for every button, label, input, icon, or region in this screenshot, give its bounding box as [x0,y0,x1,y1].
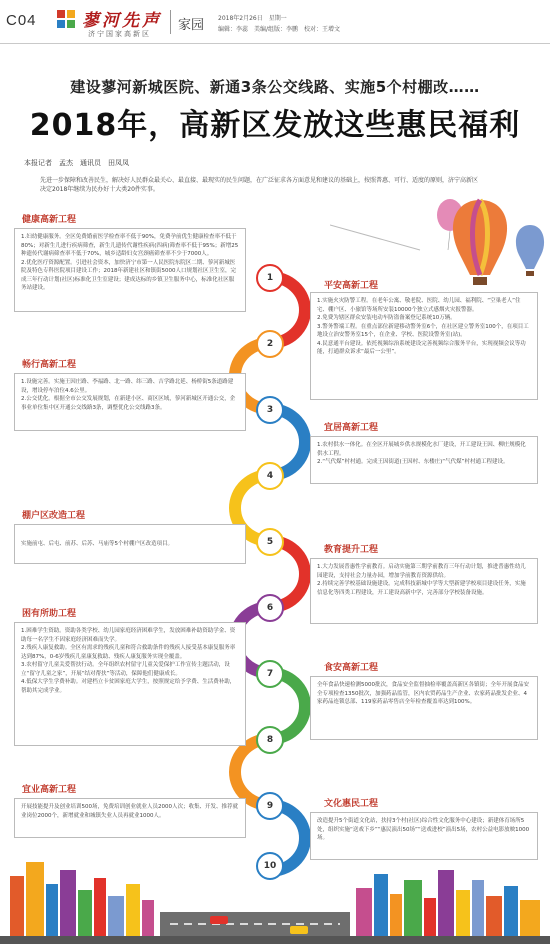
section-title-education: 教育提升工程 [324,545,379,555]
section-body-health: 1.妇幼健康服务。全区免费婚前医学检查率不低于90%，免费孕前优生健康检查率不低于80%；对新生儿进行疾病筛查，新生儿遗传代谢性疾病(四病)筛查率不低于95%；新增25种遗传代谢病筛查率不低于70%，城乡适龄妇女宫颈癌筛查率不少于7000人。 2.优化医疗资源配置。引进社会资本，加快济宁市第一人民医院东院区二期、蓼河新城医院及特色专科医院项目建设工作；2018年新建社区和镇街5000人口规划社区卫生室，完成三年行动计划(社区)标准化卫生室建设；建成达标的乡镇卫生服务中心，标准化社区服务站建设。 [14,228,246,312]
section-body-employ: 开展技能提升及创业培训500场，免费培训创业就业人员2000人次；收集、开发、推荐就业岗位2000个，新增就业和城镇失业人员再就业1000人。 [14,798,246,838]
issue-date: 2018年2月26日 星期一 [218,15,287,22]
newspaper-logo-subtitle: 济宁国家高新区 [88,30,151,38]
path-node-1: 1 [256,264,284,292]
section-title-food: 食安高新工程 [324,663,379,673]
path-node-2: 2 [256,330,284,358]
page-number: C04 [6,12,37,29]
path-node-3: 3 [256,396,284,424]
section-title-employ: 宜业高新工程 [22,785,77,795]
section-body-livable: 1.农村供水一体化。在全区开展城乡供水规模化水厂建设，开工建设王因、柳庄规模化供水工程。 2.“气代煤”村村通。完成王因街道(王因村、东楼庄)“气代煤”村村通工程建设。 [310,436,538,484]
masthead-divider [170,10,171,34]
newspaper-logo-name: 蓼河先声 [82,11,162,31]
article-byline: 本报记者 孟杰 通讯员 田凤凤 [24,159,129,167]
section-title-shantytown: 棚户区改造工程 [22,511,86,521]
section-body-shantytown: 实施前屯、后屯、前苏、后苏、马庙等5个村棚户区改造项目。 [14,524,246,564]
path-node-5: 5 [256,528,284,556]
masthead [0,0,550,44]
article-intro: 先进一步保障和改善民生，解决好人民群众最关心、最直接、最现实的民生问题，在广泛征求各方面意见和建议的基础上，按照普惠、可行、适度的原则，济宁高新区决定2018年继续为民办好十大类20件实事。 [40,177,479,193]
section-body-traffic: 1.设施完善。实施王因庄路、李福路、北一路、纬三路、吉学路北延、杨桥街5条道路建设，增设停车泊位4.6公里。 2.公交优化。根据全市公交发展规划，在新建小区、商区区域，蓼河新城区开通公交，企事业单位集中区开通公交线路3条，调整优化公交线路3条。 [14,373,246,431]
path-node-7: 7 [256,660,284,688]
path-node-9: 9 [256,792,284,820]
section-body-culture: 改造提升5个街道文化站，扶持3个村(社区)综合性文化服务中心建设；新建体育场所5处，组织实施“送戏下乡”“惠民演出50场”“送戏进校”演出5场，农村公益电影放映1000场。 [310,812,538,860]
article-subhead: 建设蓼河新城医院、新通3条公交线路、实施5个村棚改…… [70,78,480,96]
section-title-poverty: 困有所助工程 [22,609,77,619]
path-node-6: 6 [256,594,284,622]
section-title-livable: 宜居高新工程 [324,423,379,433]
section-body-safety: 1.实施火灾防警工程。在老年公寓、敬老院、医院、幼儿园、福利院、“空巢老人”住宅、棚户区、小旅馆等场所安装10000个独立式感烟火灾报警器。 2.免费为辖区群众安装电动车防盗备案登记系统10万辆。 3.警务警端工程。在重点部位新建移动警务室6个，在社区建立警务室100个，在项目工地设立治安警务室15个，在企业、学校、医院设警务室(站)。 4.民意通平台建设。依托视频综治系统建设完善视频综合服务平台，实现视频会议等功能，打通群众诉求“最后一公里”。 [310,292,538,400]
balloon-large-icon [453,200,507,285]
balloon-right-icon [516,225,544,276]
path-node-10: 10 [256,852,284,880]
section-title-safety: 平安高新工程 [324,281,379,291]
section-title-traffic: 畅行高新工程 [22,360,77,370]
editorial-credits: 编辑：李蕊 美编/组版：李鹏 校对：王增文 [218,26,341,33]
article-headline: 2018年，高新区发放这些惠民福利 [29,108,521,143]
newspaper-logo-icon [56,9,76,29]
path-node-4: 4 [256,462,284,490]
section-body-education: 1.大力发展普惠性学前教育。启动实施第三期学前教育三年行动计划，推进普惠性幼儿园建设，支持社会力量办园，增加学前教育资源供给。 2.持续完善学校基础设施建设。完成科技新城中学等大型新建学校项目建设任务，实施信息化等四类工程建设，开工建设高新中学，完善部分学校装备设施。 [310,558,538,624]
section-title-health: 健康高新工程 [22,215,77,225]
section-body-food: 全年食品快速检测5000批次，食品安全监督抽检率覆盖高新区各镇街；全年开展食品安全专项检查1350批次，加强药品监管，区内农贸药品生产企业、农家药品批发企业、4家药品连锁总部、119家药品零售店全年检查覆盖率达到100%。 [310,676,538,740]
section-body-poverty: 1.困难学生资助。资助各类学校、幼儿园家庭经济困难学生，发放困难补助资助学金、资助每一名学生不因家庭经济困难而失学。 2.残疾人康复救助。全区有需求的残疾儿童和符合救助条件的残疾人接受基本康复服务率达到87%，0-6岁残疾儿童康复救助、残疾人康复服务实现全覆盖。 3.农村留守儿童关爱帮扶行动。全年组织农村留守儿童关爱保护工作宣传主题活动，设立“留守儿童之家”，开展“结对帮扶”等活动，保障他们健康成长。 4.低保大学生学费补助。对建档立卡贫困家庭大学生，按照规定给予学费、生活费补助，帮助其完成学业。 [14,622,246,746]
section-name: 家园 [178,18,205,33]
city-skyline-illustration-icon [0,840,550,944]
section-title-culture: 文化惠民工程 [324,799,379,809]
path-node-8: 8 [256,726,284,754]
